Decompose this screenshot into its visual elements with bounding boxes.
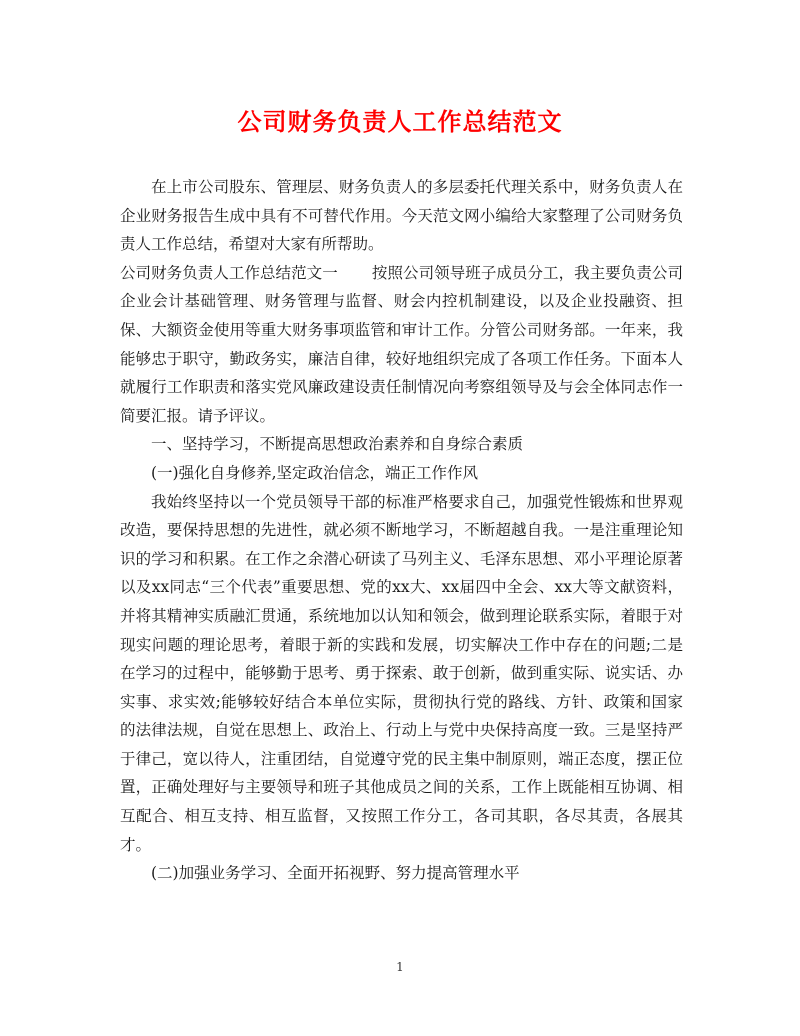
page-number: 1 bbox=[396, 960, 404, 974]
intro-paragraph: 在上市公司股东、管理层、财务负责人的多层委托代理关系中，财务负责人在企业财务报告生成中具有不可替代作用。今天范文网小编给大家整理了公司财务负责人工作总结，希望对大家有所帮助。 bbox=[120, 178, 683, 254]
section-one-paragraph bbox=[120, 259, 683, 431]
subheading-two: (二)加强业务学习、全面开拓视野、努力提高管理水平 bbox=[151, 864, 520, 883]
document-body bbox=[120, 173, 683, 888]
section-body: 按照公司领导班子成员分工，我主要负责公司企业会计基础管理、财务管理与监督、财会内控机制建设，以及企业投融资、担保、大额资金使用等重大财务事项监管和审计工作。分管公司财务部。一年来，我能够忠于职守，勤政务实，廉洁自律，较好地组织完成了各项工作任务。下面本人就履行工作职责和落实党风廉政建设责任制情况向考察组领导及与会全体同志作一简要汇报。请予评议。 bbox=[120, 263, 683, 425]
heading-one: 一、坚持学习，不断提高思想政治素养和自身综合素质 bbox=[151, 435, 524, 454]
body-paragraph-one: 我始终坚持以一个党员领导干部的标准严格要求自己，加强党性锻炼和世界观改造，要保持思想的先进性，就必须不断地学习，不断超越自我。一是注重理论知识的学习和积累。在工作之余潜心研读了马列主义、毛泽东思想、邓小平理论原著以及xx同志“三个代表”重要思想、党的xx大、xx届四中全会、xx大等文献资料，并将其精神实质融汇贯通，系统地加以认知和领会，做到理论联系实际，着眼于对现实问题的理论思考，着眼于新的实践和发展，切实解决工作中存在的问题;二是在学习的过程中，能够勤于思考、勇于探索、敢于创新，做到重实际、说实话、办实事、求实效;能够较好结合本单位实际，贯彻执行党的路线、方针、政策和国家的法律法规，自觉在思想上、政治上、行动上与党中央保持高度一致。三是坚持严于律己，宽以待人，注重团结，自觉遵守党的民主集中制原则，端正态度，摆正位置，正确处理好与主要领导和班子其他成员之间的关系，工作上既能相互协调、相互配合、相互支持、相互监督，又按照工作分工，各司其职，各尽其责，各展其才。 bbox=[120, 492, 683, 854]
subheading-one: (一)强化自身修养,坚定政治信念，端正工作作风 bbox=[151, 463, 479, 482]
document-title: 公司财务负责人工作总结范文 bbox=[237, 107, 563, 136]
section-label: 公司财务负责人工作总结范文一 bbox=[120, 263, 338, 282]
